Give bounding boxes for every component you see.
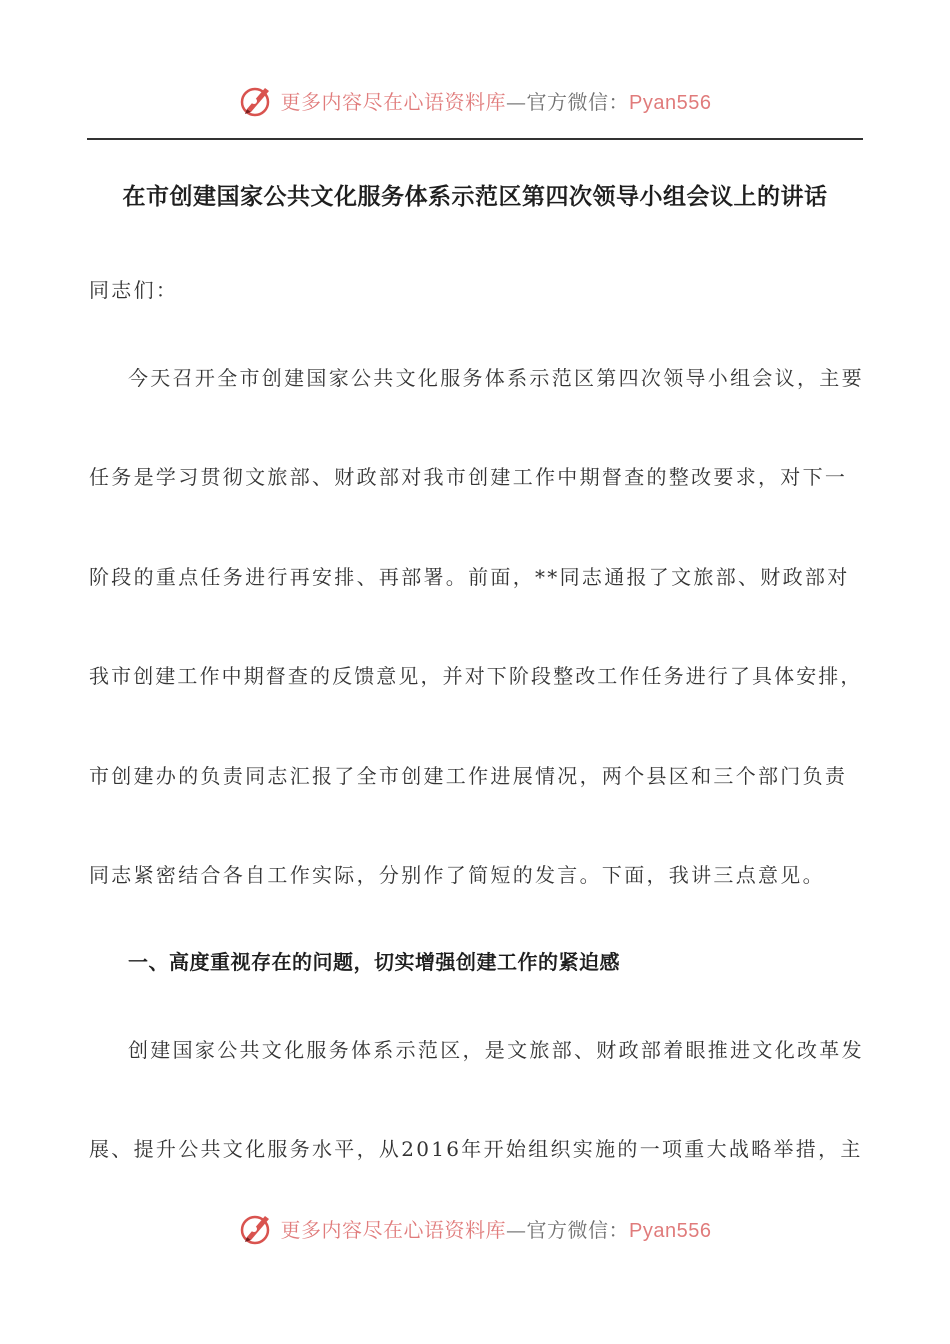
watermark-banner-bottom	[0, 1210, 950, 1246]
pen-logo-icon	[239, 1210, 275, 1246]
watermark-id: Pyan556	[629, 1219, 712, 1242]
watermark-brand: 更多内容尽在心语资料库	[280, 1217, 507, 1242]
watermark-label: 官方微信：	[526, 89, 630, 114]
watermark-text	[281, 1214, 712, 1243]
paragraph-line: 展、提升公共文化服务水平，从2016年开始组织实施的一项重大战略举措，主	[89, 1137, 863, 1161]
paragraph-line: 任务是学习贯彻文旅部、财政部对我市创建工作中期督查的整改要求，对下一	[89, 465, 848, 489]
paragraph-line: 市创建办的负责同志汇报了全市创建工作进展情况，两个县区和三个部门负责	[89, 764, 848, 788]
paragraph-line: 我市创建工作中期督查的反馈意见，并对下阶段整改工作任务进行了具体安排，	[89, 664, 863, 688]
document-title: 在市创建国家公共文化服务体系示范区第四次领导小组会议上的讲话	[122, 184, 828, 210]
watermark-text	[281, 86, 712, 115]
watermark-separator: —	[506, 1217, 527, 1242]
salutation: 同志们：	[89, 278, 179, 302]
watermark-brand: 更多内容尽在心语资料库	[280, 89, 507, 114]
paragraph-line: 今天召开全市创建国家公共文化服务体系示范区第四次领导小组会议，主要	[128, 366, 864, 390]
paragraph-line: 阶段的重点任务进行再安排、再部署。前面，**同志通报了文旅部、财政部对	[89, 565, 850, 589]
header-divider	[87, 138, 863, 140]
paragraph-line: 创建国家公共文化服务体系示范区，是文旅部、财政部着眼推进文化改革发	[128, 1038, 864, 1062]
watermark-separator: —	[506, 89, 527, 114]
pen-logo-icon	[239, 82, 275, 118]
watermark-banner-top	[0, 82, 950, 118]
watermark-id: Pyan556	[629, 91, 712, 114]
watermark-label: 官方微信：	[526, 1217, 630, 1242]
section-heading: 一、高度重视存在的问题，切实增强创建工作的紧迫感	[128, 950, 620, 974]
paragraph-line: 同志紧密结合各自工作实际，分别作了简短的发言。下面，我讲三点意见。	[89, 863, 825, 887]
